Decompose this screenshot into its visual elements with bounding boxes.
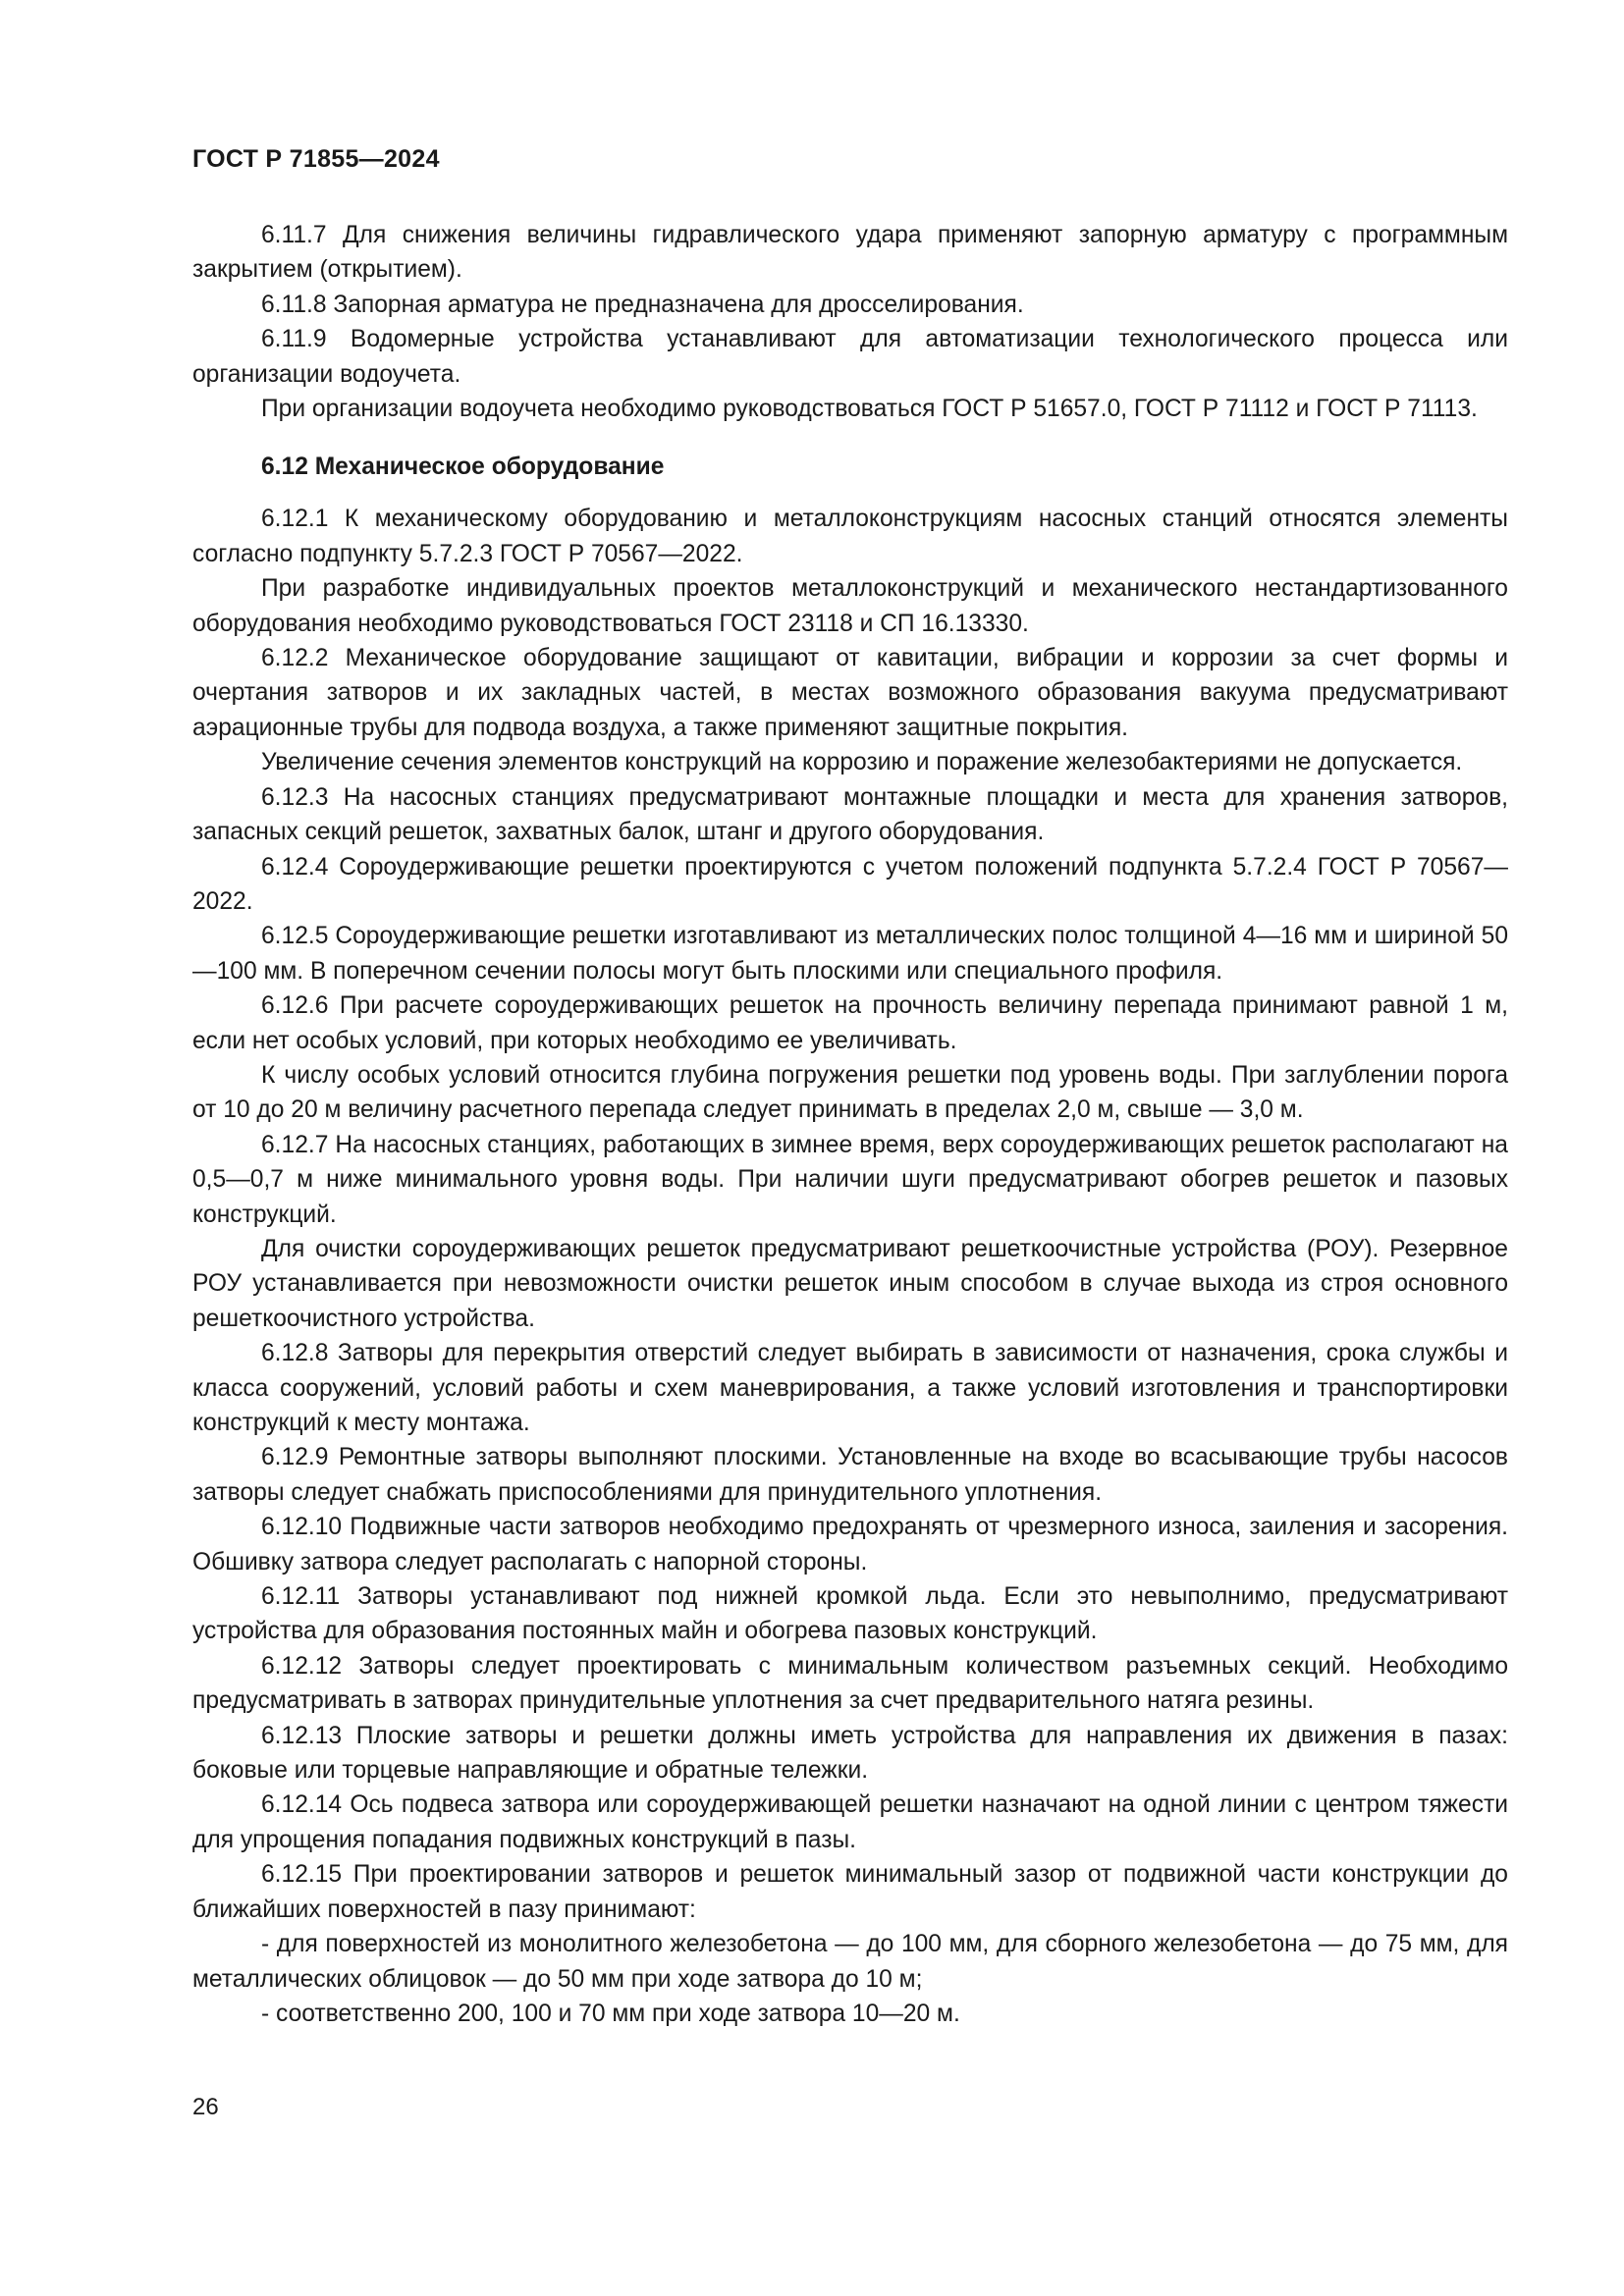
document-id-header: ГОСТ Р 71855—2024	[192, 145, 440, 173]
paragraph-6-11-7: 6.11.7 Для снижения величины гидравлического удара применяют запорную арматуру с программным закрытием (открытием).	[192, 222, 1508, 284]
list-item: - для поверхностей из монолитного железобетона — до 100 мм, для сборного железобетона — до 75 мм, для металлических облицовок — до 50 мм при ходе затвора до 10 м;	[192, 1931, 1508, 1993]
paragraph-water-metering: При организации водоучета необходимо руководствоваться ГОСТ Р 51657.0, ГОСТ Р 71112 и ГОСТ Р 71113.	[261, 396, 1478, 423]
paragraph-6-12-13: 6.12.13 Плоские затворы и решетки должны иметь устройства для направления их движения в пазах: боковые или торцевые направляющие и обратные тележки.	[192, 1722, 1508, 1785]
paragraph-6-12-10: 6.12.10 Подвижные части затворов необходимо предохранять от чрезмерного износа, заиления и засорения. Обшивку затвора следует располагать с напорной стороны.	[192, 1514, 1508, 1575]
paragraph-6-12-12: 6.12.12 Затворы следует проектировать с минимальным количеством разъемных секций. Необходимо предусматривать в затворах принудительные уплотнения за счет предварительного натяга резины.	[192, 1652, 1508, 1715]
paragraph-6-12-4: 6.12.4 Сороудерживающие решетки проектируются с учетом положений подпункта 5.7.2.4 ГОСТ Р 70567—2022.	[192, 853, 1508, 915]
paragraph-6-12-1: 6.12.1 К механическому оборудованию и металлоконструкциям насосных станций относятся элементы согласно подпункту 5.7.2.3 ГОСТ Р 70567—2022.	[192, 506, 1508, 567]
paragraph-6-12-14: 6.12.14 Ось подвеса затвора или сороудерживающей решетки назначают на одной линии с центром тяжести для упрощения попадания подвижных конструкций в пазы.	[192, 1791, 1508, 1853]
paragraph-6-12-9: 6.12.9 Ремонтные затворы выполняют плоскими. Установленные на входе во всасывающие трубы насосов затворы следует снабжать приспособлениями для принудительного уплотнения.	[192, 1444, 1508, 1506]
paragraph-6-11-8: 6.11.8 Запорная арматура не предназначена для дросселирования.	[261, 291, 1024, 318]
paragraph-6-12-15: 6.12.15 При проектировании затворов и решеток минимальный зазор от подвижной части конструкции до ближайших поверхностей в пазу принимают:	[192, 1861, 1508, 1923]
paragraph-special-conditions: К числу особых условий относится глубина погружения решетки под уровень воды. При заглублении порога от 10 до 20 м величину расчетного перепада следует принимать в пределах 2,0 м, свыше — 3,0 м.	[192, 1061, 1508, 1124]
paragraph-corrosion: Увеличение сечения элементов конструкций на коррозию и поражение железобактериями не допускается.	[261, 749, 1463, 776]
page-number: 26	[192, 2094, 219, 2120]
paragraph-6-12-2: 6.12.2 Механическое оборудование защищают от кавитации, вибрации и коррозии за счет формы и очертания затворов и их закладных частей, в местах возможного образования вакуума предусматривают аэрационные трубы для подвода воздуха, а также применяют защитные покрытия.	[192, 645, 1508, 741]
paragraph-6-12-8: 6.12.8 Затворы для перекрытия отверстий следует выбирать в зависимости от назначения, срока службы и класса сооружений, условий работы и схем маневрирования, а также условий изготовления и транспортировки конструкций к месту монтажа.	[192, 1340, 1508, 1436]
paragraph-rou: Для очистки сороудерживающих решеток предусматривают решеткоочистные устройства (РОУ). Резервное РОУ устанавливается при невозможности очистки решеток иным способом в случае выхода из строя основного решеткоочистного устройства.	[192, 1235, 1508, 1332]
paragraph-6-12-5: 6.12.5 Сороудерживающие решетки изготавливают из металлических полос толщиной 4—16 мм и шириной 50—100 мм. В поперечном сечении полосы могут быть плоскими или специального профиля.	[192, 923, 1508, 985]
list-item: - соответственно 200, 100 и 70 мм при ходе затвора 10—20 м.	[261, 2000, 960, 2027]
section-title-6-12: 6.12 Механическое оборудование	[261, 454, 665, 481]
paragraph-6-12-3: 6.12.3 На насосных станциях предусматривают монтажные площадки и места для хранения затворов, запасных секций решеток, захватных балок, штанг и другого оборудования.	[192, 783, 1508, 846]
document-body	[192, 218, 1508, 2031]
paragraph-6-12-6: 6.12.6 При расчете сороудерживающих решеток на прочность величину перепада принимают равной 1 м, если нет особых условий, при которых необходимо ее увеличивать.	[192, 992, 1508, 1054]
paragraph-individual-projects: При разработке индивидуальных проектов металлоконструкций и механического нестандартизованного оборудования необходимо руководствоваться ГОСТ 23118 и СП 16.13330.	[192, 575, 1508, 637]
paragraph-6-11-9: 6.11.9 Водомерные устройства устанавливают для автоматизации технологического процесса или организации водоучета.	[192, 326, 1508, 388]
paragraph-6-12-11: 6.12.11 Затворы устанавливают под нижней кромкой льда. Если это невыполнимо, предусматривают устройства для образования постоянных майн и обогрева пазовых конструкций.	[192, 1583, 1508, 1645]
paragraph-6-12-7: 6.12.7 На насосных станциях, работающих в зимнее время, верх сороудерживающих решеток располагают на 0,5—0,7 м ниже минимального уровня воды. При наличии шуги предусматривают обогрев решеток и пазовых конструкций.	[192, 1131, 1508, 1228]
